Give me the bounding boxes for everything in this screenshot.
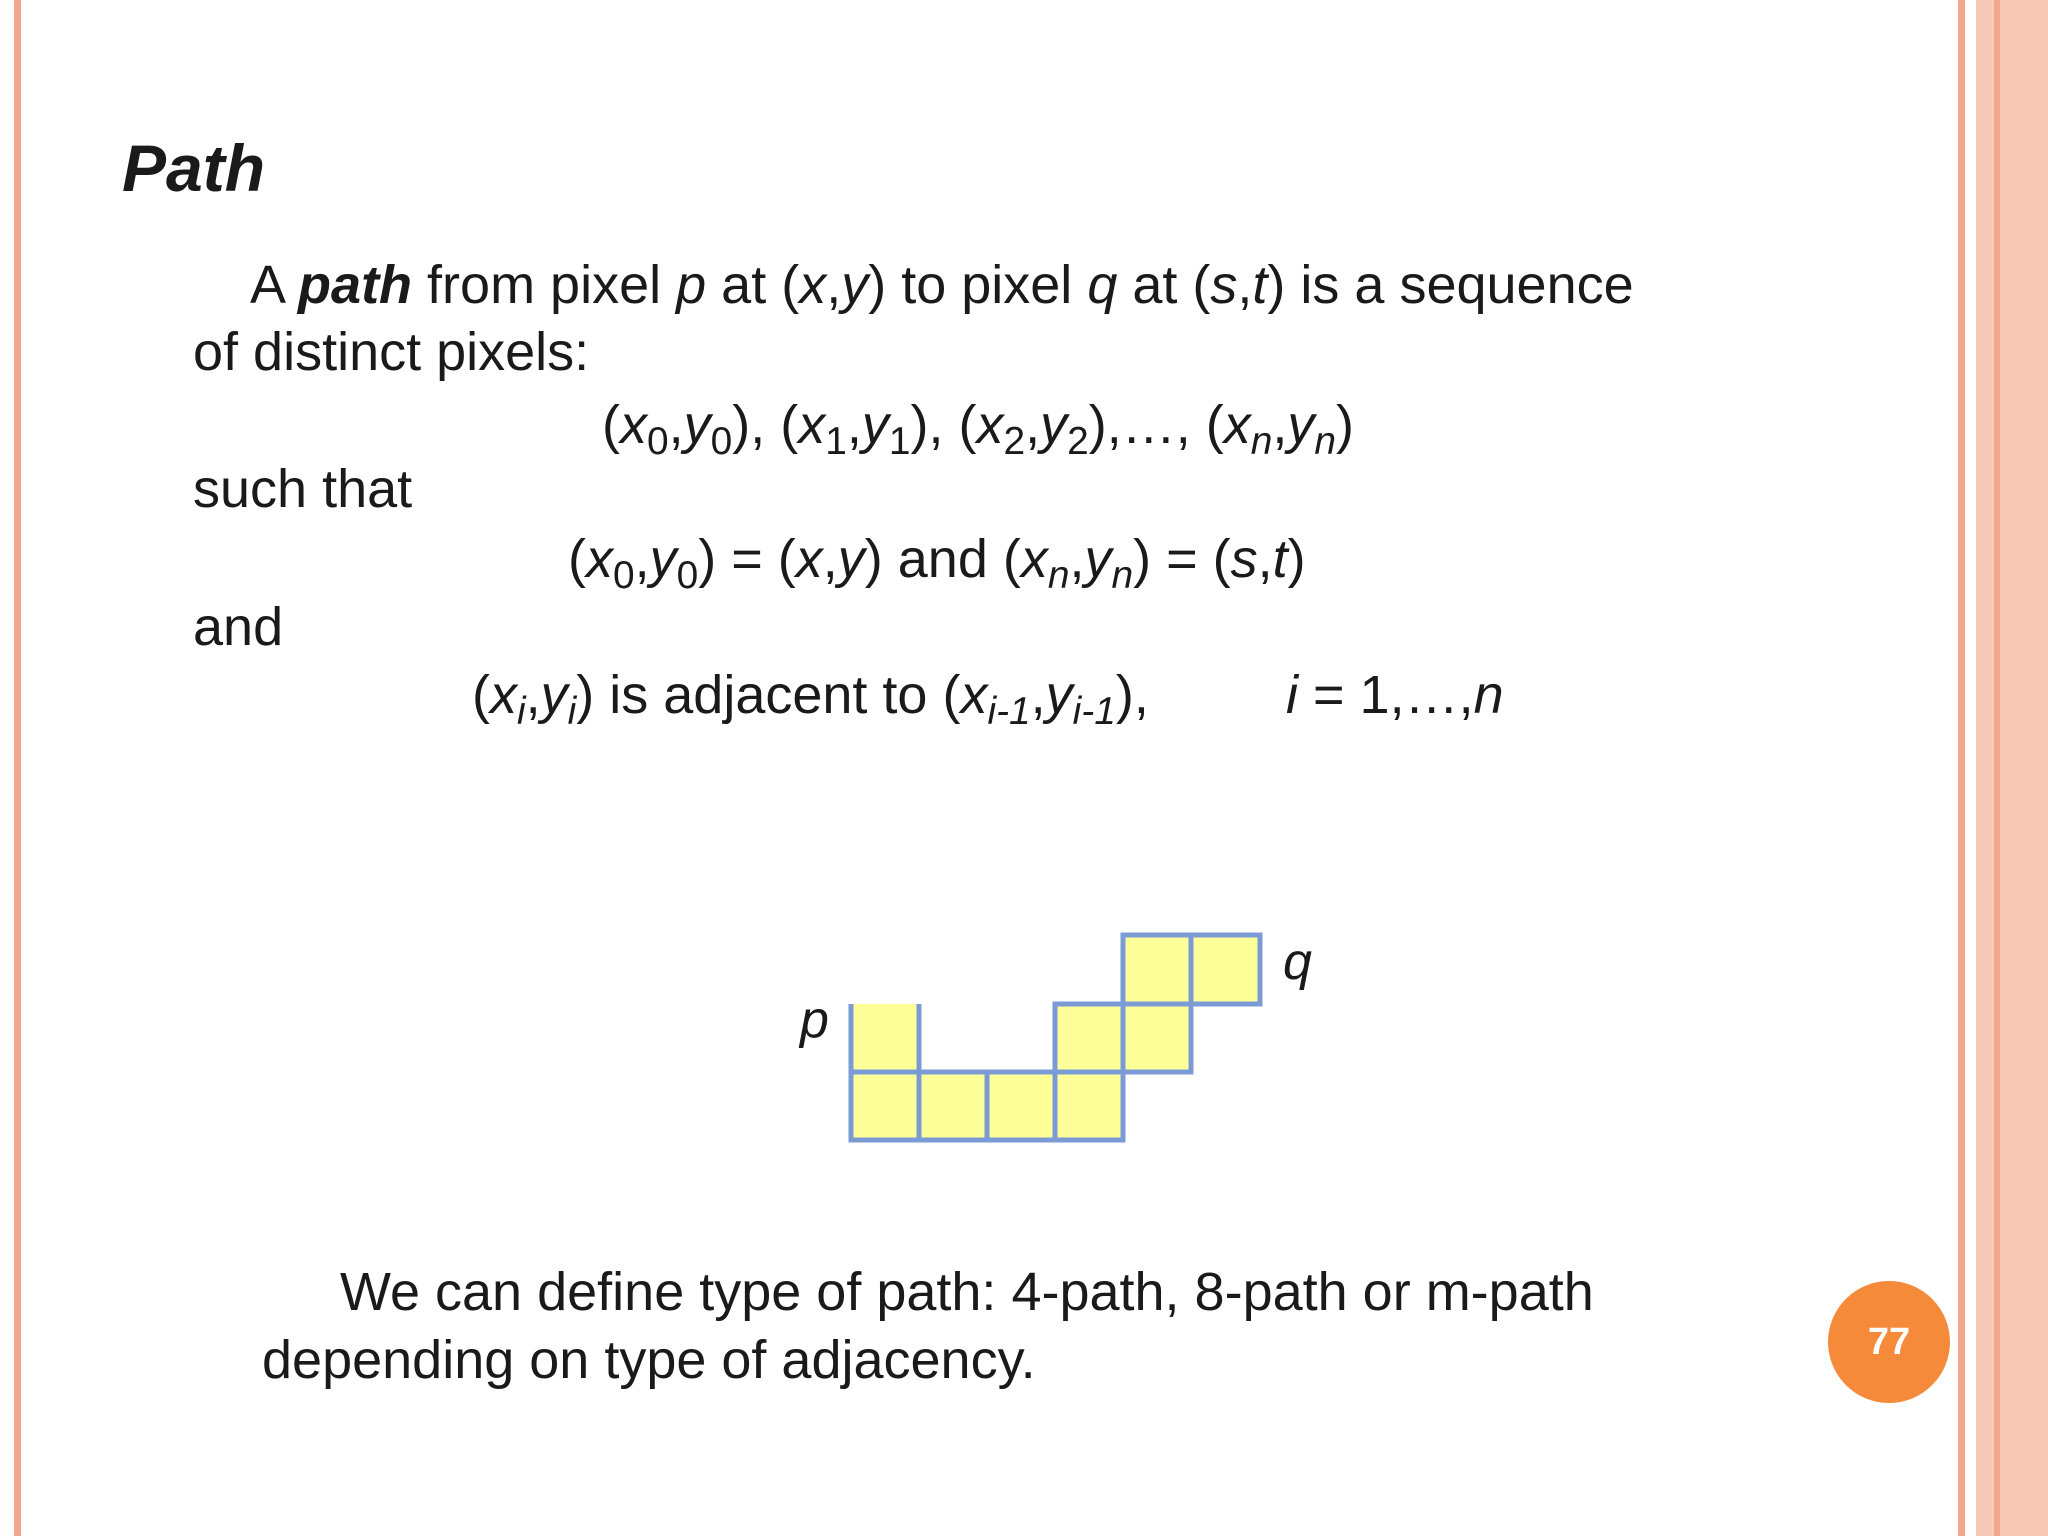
slide-title: Path [122,131,266,205]
pixel-sequence: $(x_0,y_0)$, $(x_1,y_1)$, $(x_2,y_2),\dots$, $(x_n,y_n)$ [602,395,1354,463]
path-cell [1191,935,1260,1004]
path-cell [1123,1004,1191,1072]
path-cell-start [851,1004,919,1072]
endpoint-condition: $(x_0,y_0) = (x,y)$ and $(x_n,y_n) = (s,t)$ [568,529,1306,597]
bottom-text-line-2: depending on type of adjacency. [262,1330,1036,1390]
path-cell [1055,1072,1123,1140]
adjacency-condition: $(x_i,y_i)$ is adjacent to $(x_{i-1},y_{i-1})$, [472,665,1149,733]
and-label: and [193,597,284,657]
path-cell [1123,935,1191,1004]
path-cells [851,935,1260,1140]
term-path: path [298,255,413,315]
such-that-label: such that [193,459,413,519]
index-range: i = 1,…,n [1286,665,1504,725]
path-cell [851,1072,919,1140]
path-cell [1055,1004,1123,1072]
page-number-badge: 77 [1828,1281,1950,1403]
label-p: p [800,991,829,1049]
label-q: q [1283,933,1312,991]
definition-line-2: of distinct pixels: [193,322,590,382]
definition-line-1: A path from pixel p at (x,y) to pixel q at (s,t) is a sequence [250,255,1634,315]
bottom-text-line-1: We can define type of path: 4-path, 8-path or m-path [340,1262,1594,1322]
path-cell [987,1072,1055,1140]
path-cell [919,1072,987,1140]
